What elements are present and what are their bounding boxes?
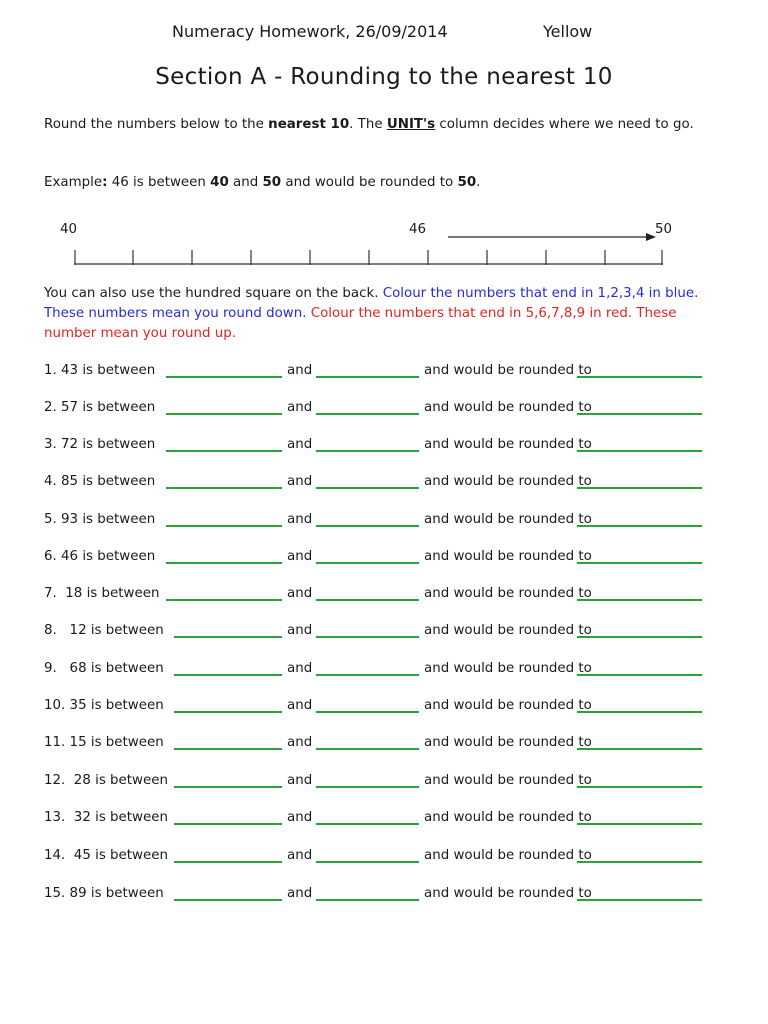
number-line: [0, 0, 768, 280]
question-row: [44, 661, 744, 683]
between-high-blank[interactable]: [316, 599, 419, 601]
question-row: [44, 810, 744, 832]
and-text: and: [287, 661, 313, 676]
number-line-right-label: 50: [655, 222, 673, 237]
question-row: [44, 437, 744, 459]
question-row: [44, 400, 744, 422]
and-text: and: [287, 623, 313, 638]
number-line-ticks: [75, 250, 662, 265]
between-low-blank[interactable]: [166, 525, 282, 527]
question-label: 11. 15 is between: [44, 735, 164, 750]
rounded-to-text: and would be rounded to: [424, 698, 592, 713]
between-high-blank[interactable]: [316, 674, 419, 676]
between-high-blank[interactable]: [316, 413, 419, 415]
rounded-answer-blank[interactable]: [577, 487, 702, 489]
arrow-head-icon: [646, 233, 656, 241]
question-row: [44, 773, 744, 795]
hundred-square-paragraph: [44, 284, 724, 344]
and-text: and: [287, 474, 313, 489]
question-row: [44, 735, 744, 757]
hundred-square-red-text: Colour the numbers that end in 5,6,7,8,9 in red. These number mean you round up.: [44, 306, 677, 341]
between-low-blank[interactable]: [174, 823, 282, 825]
between-low-blank[interactable]: [166, 599, 282, 601]
question-label: 15. 89 is between: [44, 886, 164, 901]
between-high-blank[interactable]: [316, 636, 419, 638]
question-row: [44, 698, 744, 720]
between-low-blank[interactable]: [166, 376, 282, 378]
example-and: and: [228, 175, 263, 190]
and-text: and: [287, 810, 313, 825]
rounded-to-text: and would be rounded to: [424, 735, 592, 750]
question-label: 7. 18 is between: [44, 586, 160, 601]
between-high-blank[interactable]: [316, 861, 419, 863]
intro-units: UNIT's: [386, 117, 436, 132]
section-title: Section A - Rounding to the nearest 10: [155, 64, 613, 90]
between-low-blank[interactable]: [174, 899, 282, 901]
question-label: 8. 12 is between: [44, 623, 164, 638]
between-low-blank[interactable]: [166, 450, 282, 452]
rounded-to-text: and would be rounded to: [424, 810, 592, 825]
number-line-left-label: 40: [60, 222, 78, 237]
intro-text-3: column decides where we need to go.: [435, 117, 694, 132]
question-label: 14. 45 is between: [44, 848, 168, 863]
rounded-answer-blank[interactable]: [577, 450, 702, 452]
between-high-blank[interactable]: [316, 376, 419, 378]
rounded-answer-blank[interactable]: [577, 636, 702, 638]
question-label: 10. 35 is between: [44, 698, 164, 713]
rounded-to-text: and would be rounded to: [424, 586, 592, 601]
between-high-blank[interactable]: [316, 823, 419, 825]
between-high-blank[interactable]: [316, 899, 419, 901]
example-low: 40: [210, 175, 229, 190]
question-label: 5. 93 is between: [44, 512, 156, 527]
rounded-to-text: and would be rounded to: [424, 363, 592, 378]
hundred-square-blue-text: Colour the numbers that end in 1,2,3,4 in blue. These numbers mean you round down.: [44, 286, 699, 321]
rounded-answer-blank[interactable]: [577, 748, 702, 750]
rounded-to-text: and would be rounded to: [424, 549, 592, 564]
between-high-blank[interactable]: [316, 525, 419, 527]
question-label: 4. 85 is between: [44, 474, 156, 489]
question-label: 2. 57 is between: [44, 400, 156, 415]
intro-text: Round the numbers below to the: [44, 117, 269, 132]
rounded-to-text: and would be rounded to: [424, 474, 592, 489]
between-high-blank[interactable]: [316, 450, 419, 452]
and-text: and: [287, 586, 313, 601]
question-row: [44, 363, 744, 385]
hundred-square-text: You can also use the hundred square on the back.: [44, 286, 383, 301]
between-low-blank[interactable]: [166, 413, 282, 415]
and-text: and: [287, 549, 313, 564]
between-low-blank[interactable]: [166, 487, 282, 489]
rounded-answer-blank[interactable]: [577, 823, 702, 825]
rounded-to-text: and would be rounded to: [424, 437, 592, 452]
question-label: 12. 28 is between: [44, 773, 168, 788]
example-period: .: [476, 175, 481, 190]
example-text-2: and would be rounded to: [281, 175, 458, 190]
and-text: and: [287, 363, 313, 378]
question-label: 9. 68 is between: [44, 661, 164, 676]
rounded-to-text: and would be rounded to: [424, 400, 592, 415]
between-low-blank[interactable]: [174, 748, 282, 750]
number-line-mid-label: 46: [409, 222, 427, 237]
question-label: 3. 72 is between: [44, 437, 156, 452]
question-row: [44, 549, 744, 571]
and-text: and: [287, 886, 313, 901]
between-high-blank[interactable]: [316, 562, 419, 564]
question-label: 13. 32 is between: [44, 810, 168, 825]
rounded-answer-blank[interactable]: [577, 525, 702, 527]
between-high-blank[interactable]: [316, 487, 419, 489]
rounded-to-text: and would be rounded to: [424, 886, 592, 901]
and-text: and: [287, 512, 313, 527]
between-low-blank[interactable]: [174, 786, 282, 788]
homework-title: Numeracy Homework, 26/09/2014: [172, 22, 448, 41]
question-row: [44, 474, 744, 496]
rounded-answer-blank[interactable]: [577, 899, 702, 901]
and-text: and: [287, 848, 313, 863]
rounded-to-text: and would be rounded to: [424, 848, 592, 863]
and-text: and: [287, 698, 313, 713]
rounded-answer-blank[interactable]: [577, 376, 702, 378]
rounded-answer-blank[interactable]: [577, 861, 702, 863]
between-low-blank[interactable]: [174, 711, 282, 713]
example-high: 50: [262, 175, 282, 190]
example-text: 46 is between: [107, 175, 211, 190]
between-low-blank[interactable]: [174, 636, 282, 638]
and-text: and: [287, 735, 313, 750]
rounded-to-text: and would be rounded to: [424, 661, 592, 676]
group-label: Yellow: [543, 22, 593, 41]
question-row: [44, 848, 744, 870]
between-high-blank[interactable]: [316, 786, 419, 788]
between-low-blank[interactable]: [174, 861, 282, 863]
rounded-to-text: and would be rounded to: [424, 773, 592, 788]
rounded-answer-blank[interactable]: [577, 711, 702, 713]
rounded-answer-blank[interactable]: [577, 562, 702, 564]
question-label: 6. 46 is between: [44, 549, 156, 564]
rounded-to-text: and would be rounded to: [424, 623, 592, 638]
example-colon: :: [102, 175, 108, 190]
rounded-answer-blank[interactable]: [577, 413, 702, 415]
intro-bold: nearest 10: [268, 117, 350, 132]
question-row: [44, 886, 744, 908]
example-word: Example: [44, 175, 103, 190]
intro-text-2: . The: [349, 117, 387, 132]
and-text: and: [287, 773, 313, 788]
question-row: [44, 623, 744, 645]
rounded-to-text: and would be rounded to: [424, 512, 592, 527]
and-text: and: [287, 437, 313, 452]
question-row: [44, 512, 744, 534]
rounded-answer-blank[interactable]: [577, 674, 702, 676]
rounded-answer-blank[interactable]: [577, 786, 702, 788]
and-text: and: [287, 400, 313, 415]
between-low-blank[interactable]: [174, 674, 282, 676]
between-high-blank[interactable]: [316, 711, 419, 713]
rounded-answer-blank[interactable]: [577, 599, 702, 601]
between-high-blank[interactable]: [316, 748, 419, 750]
question-label: 1. 43 is between: [44, 363, 156, 378]
between-low-blank[interactable]: [166, 562, 282, 564]
example-result: 50: [457, 175, 477, 190]
question-row: [44, 586, 744, 608]
